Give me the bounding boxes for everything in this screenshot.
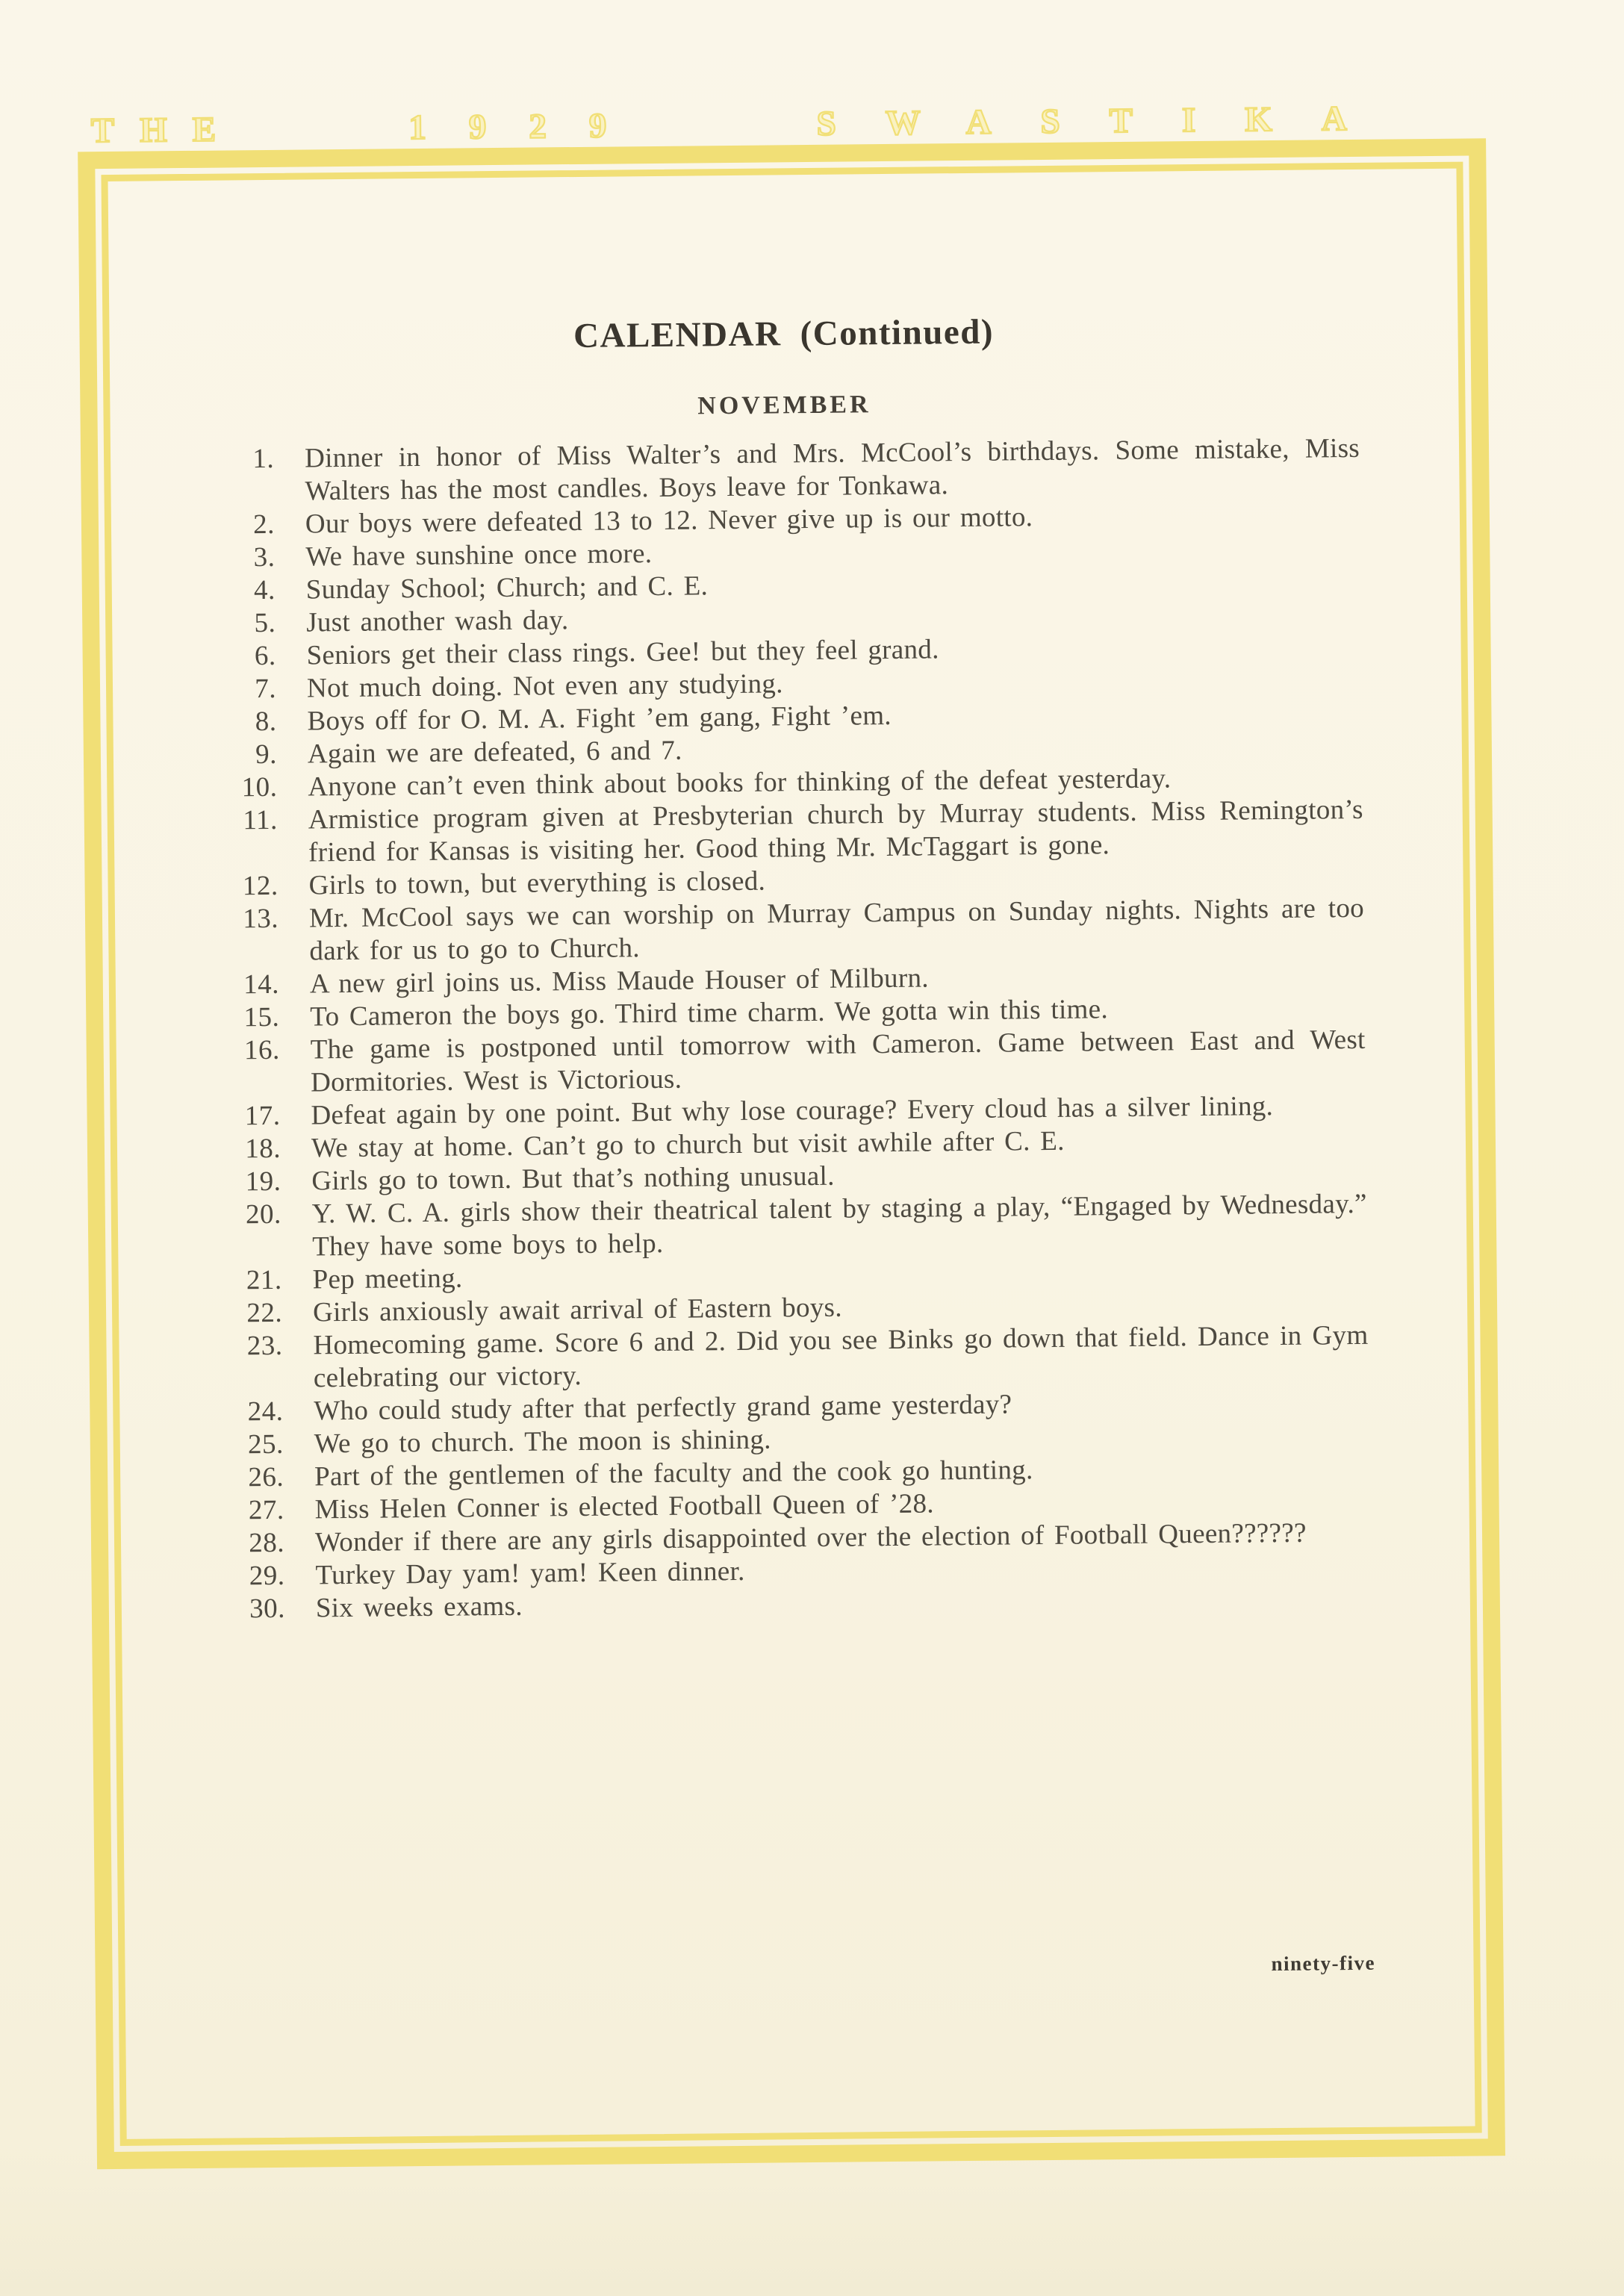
entry-text: Seniors get their class rings. Gee! but they feel grand. (306, 634, 939, 671)
entry-number: 6. (254, 640, 276, 672)
entry-text: Pep meeting. (312, 1263, 463, 1295)
entry-text: Miss Helen Conner is elected Football Queen of ’28. (314, 1488, 935, 1525)
entry-number: 26. (248, 1461, 284, 1493)
calendar-entry (215, 794, 1364, 871)
entry-text: A new girl joins us. Miss Maude Houser of Milburn. (309, 962, 930, 1000)
entry-text: The game is postponed until tomorrow with Cameron. Game between East and West Dormitories. West is Victorious. (310, 1024, 1366, 1098)
calendar-entry (211, 432, 1360, 509)
entry-number: 16. (243, 1034, 280, 1066)
masthead-word-year: 1929 (408, 106, 650, 148)
entry-text: Girls go to town. But that’s nothing unusual. (311, 1160, 835, 1197)
entry-number: 10. (241, 771, 278, 803)
calendar-list (211, 432, 1371, 1626)
masthead-word-the: THE (90, 110, 242, 151)
entry-number: 20. (245, 1198, 282, 1231)
entry-number: 19. (245, 1166, 281, 1198)
entry-text: Who could study after that perfectly grand game yesterday? (314, 1389, 1012, 1427)
entry-number: 12. (242, 870, 279, 902)
entry-number: 4. (253, 574, 276, 606)
calendar-entry (219, 1188, 1368, 1265)
entry-text: Sunday School; Church; and C. E. (305, 570, 709, 606)
entry-number: 2. (253, 508, 276, 541)
entry-text: Girls to town, but everything is closed. (308, 865, 766, 901)
entry-number: 30. (249, 1593, 286, 1625)
entry-text: Our boys were defeated 13 to 12. Never give up is our motto. (305, 502, 1033, 540)
entry-text: Just another wash day. (306, 605, 569, 638)
entry-text: Boys off for O. M. A. Fight ’em gang, Fight ’em. (307, 700, 892, 737)
entry-text: Mr. McCool says we can worship on Murray Campus on Sunday nights. Nights are too dark for us to go to Church. (308, 892, 1365, 967)
entry-number: 17. (244, 1100, 281, 1132)
entry-number: 14. (243, 968, 280, 1001)
entry-text: Homecoming game. Score 6 and 2. Did you see Binks go down that field. Dance in Gym celebrating our victory. (313, 1319, 1369, 1394)
entry-text: We stay at home. Can’t go to church but visit awhile after C. E. (311, 1125, 1065, 1164)
entry-text: Not much doing. Not even any studying. (306, 668, 783, 704)
calendar-entry (216, 892, 1365, 969)
entry-number: 25. (247, 1428, 284, 1460)
month-subtitle: NOVEMBER (697, 391, 871, 420)
entry-number: 11. (243, 804, 278, 836)
entry-number: 27. (248, 1494, 284, 1526)
entry-number: 21. (246, 1264, 282, 1296)
calendar-entry (220, 1319, 1369, 1396)
entry-number: 15. (243, 1001, 280, 1033)
entry-text: Wonder if there are any girls disappointed over the election of Football Queen?????? (314, 1517, 1307, 1558)
entry-text: Girls anxiously await arrival of Eastern boys. (312, 1292, 843, 1328)
entry-text: To Cameron the boys go. Third time charm. We gotta win this time. (310, 994, 1109, 1033)
entry-number: 22. (246, 1297, 283, 1329)
entry-text: Part of the gentlemen of the faculty and the cook go hunting. (314, 1455, 1033, 1493)
entry-text: Defeat again by one point. But why lose courage? Every cloud has a silver lining. (311, 1091, 1274, 1131)
entry-text: Again we are defeated, 6 and 7. (307, 735, 682, 770)
entry-number: 7. (255, 673, 277, 705)
calendar-entry (217, 1024, 1366, 1101)
entry-text: Armistice program given at Presbyterian church by Murray students. Miss Remington’s friend for Kansas is visiting her. Good thing Mr. McTaggart is gone. (308, 794, 1363, 868)
entry-number: 1. (252, 443, 275, 475)
page-title: CALENDAR (Continued) (573, 312, 995, 356)
entry-text: Anyone can’t even think about books for thinking of the defeat yesterday. (308, 763, 1172, 803)
entry-text: Y. W. C. A. girls show their theatrical talent by staging a play, “Engaged by Wednesday.” They have some boys to help. (311, 1188, 1367, 1263)
masthead-word-swastika: SWASTIKA (816, 99, 1397, 143)
entry-text: We go to church. The moon is shining. (314, 1424, 771, 1460)
entry-number: 29. (249, 1560, 285, 1592)
entry-number: 5. (254, 607, 276, 639)
entry-text: We have sunshine once more. (305, 538, 653, 573)
entry-text: Dinner in honor of Miss Walter’s and Mrs. McCool’s birthdays. Some mistake, Miss Walters has the most candles. Boys leave for Tonkawa. (304, 432, 1360, 507)
entry-number: 24. (247, 1396, 284, 1428)
entry-number: 9. (255, 738, 278, 771)
entry-number: 18. (245, 1133, 281, 1165)
entry-text: Six weeks exams. (315, 1590, 523, 1624)
page-number: ninety-five (1271, 1951, 1376, 1976)
entry-text: Turkey Day yam! yam! Keen dinner. (315, 1555, 745, 1591)
entry-number: 3. (253, 541, 276, 573)
entry-number: 8. (255, 706, 277, 738)
entry-number: 28. (249, 1527, 285, 1559)
entry-number: 23. (246, 1330, 283, 1362)
entry-number: 13. (243, 903, 279, 935)
